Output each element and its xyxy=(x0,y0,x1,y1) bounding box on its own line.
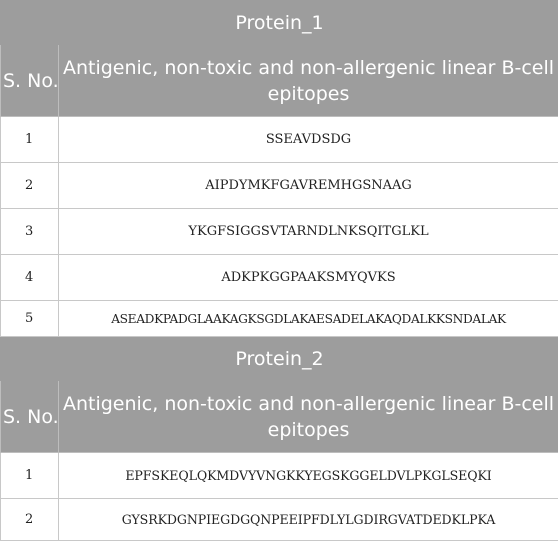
table-row xyxy=(1,163,558,209)
table-row xyxy=(1,117,558,163)
protein-2-sno-header: S. No. xyxy=(1,381,59,453)
row-epitope: GYSRKDGNPIEGDGQNPEEIPFDLYLGDIRGVATDEDKLPKA xyxy=(59,499,558,541)
row-epitope: SSEAVDSDG xyxy=(59,117,558,163)
table-row xyxy=(1,453,558,499)
protein-2-title: Protein_2 xyxy=(1,337,558,381)
row-sno: 4 xyxy=(1,255,59,301)
protein-2-title-row xyxy=(1,337,558,381)
protein-1-epitope-header: Antigenic, non-toxic and non-allergenic linear B-cell epitopes xyxy=(59,45,558,117)
protein-1-title-row xyxy=(1,1,558,45)
table-row xyxy=(1,255,558,301)
protein-2-epitope-header: Antigenic, non-toxic and non-allergenic linear B-cell epitopes xyxy=(59,381,558,453)
row-epitope: EPFSKEQLQKMDVYVNGKKYEGSKGGELDVLPKGLSEQKI xyxy=(59,453,558,499)
protein-1-title: Protein_1 xyxy=(1,1,558,45)
row-sno: 1 xyxy=(1,453,59,499)
row-epitope: ADKPKGGPAAKSMYQVKS xyxy=(59,255,558,301)
table-row xyxy=(1,301,558,337)
row-epitope: ASEADKPADGLAAKAGKSGDLAKAESADELAKAQDALKKSNDALAK xyxy=(59,301,558,337)
row-sno: 1 xyxy=(1,117,59,163)
protein-1-sno-header: S. No. xyxy=(1,45,59,117)
row-epitope: AIPDYMKFGAVREMHGSNAAG xyxy=(59,163,558,209)
table-row xyxy=(1,209,558,255)
row-sno: 2 xyxy=(1,163,59,209)
row-epitope: YKGFSIGGSVTARNDLNKSQITGLKL xyxy=(59,209,558,255)
protein-2-header-row xyxy=(1,381,558,453)
protein-1-header-row xyxy=(1,45,558,117)
row-sno: 5 xyxy=(1,301,59,337)
table-row xyxy=(1,499,558,541)
row-sno: 2 xyxy=(1,499,59,541)
row-sno: 3 xyxy=(1,209,59,255)
